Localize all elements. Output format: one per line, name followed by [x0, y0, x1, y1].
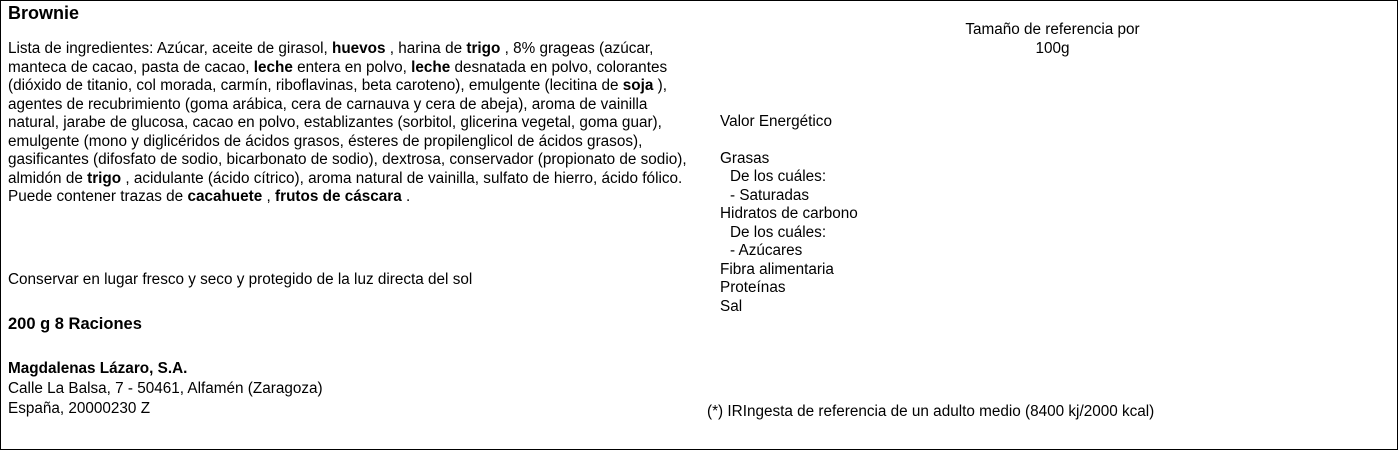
storage-instructions: Conservar en lugar fresco y seco y protegido de la luz directa del sol: [8, 271, 473, 288]
ingredient-text: desnatada en polvo, colorantes (dióxido de titanio, col morada, carmín, riboflavinas, beta caroteno), emulgente (lecitina de: [8, 58, 668, 94]
nutrient-label: De los cuáles:: [730, 168, 827, 185]
ingredient-text: ,: [262, 188, 276, 205]
allergen-highlight: frutos de cáscara: [275, 188, 402, 205]
portion-info: 200 g 8 Raciones: [8, 315, 142, 333]
allergen-highlight: leche: [253, 58, 293, 76]
nutrient-label: Sal: [720, 298, 743, 315]
nutrient-label: Valor Energético: [720, 113, 832, 130]
nutrient-label: - Saturadas: [730, 187, 810, 204]
nutrient-label: Hidratos de carbono: [720, 205, 858, 222]
allergen-highlight: leche: [411, 58, 451, 76]
ingredient-text: .: [401, 188, 411, 205]
nutrient-label: - Azúcares: [730, 242, 803, 259]
company-country-registry: España, 20000230 Z: [8, 400, 151, 417]
allergen-highlight: soja: [622, 77, 654, 94]
ingredient-text: entera en polvo,: [292, 58, 412, 76]
product-title: Brownie: [8, 3, 80, 23]
ingredient-text: ), agentes de recubrimiento (goma arábica, cera de carnauva y cera de abeja), aroma de vainilla natural, jarabe de glucosa, cacao en polvo, establizantes (sorbitol, glicerina vegetal, goma guar), emulgente (mono y diglicéridos de ácidos grasos, ésteres de propilenglicol de ácidos grasos), gasificantes (difosfato de sodio, bicarbonato de sodio), dextrosa, conservador (propionato de sodio), almidón de: [8, 77, 687, 187]
company-name: Magdalenas Lázaro, S.A.: [8, 360, 188, 377]
ingredient-text: , acidulante (ácido cítrico), aroma natural de vainilla, sulfato de hierro, ácido fólico. Puede contener trazas de: [8, 169, 683, 205]
allergen-highlight: cacahuete: [187, 188, 263, 205]
ingredient-text: , harina de: [385, 40, 467, 57]
company-info: [8, 359, 323, 419]
nutrient-label: Grasas: [720, 150, 770, 167]
allergen-highlight: trigo: [466, 40, 501, 57]
allergen-highlight: huevos: [331, 40, 386, 57]
nutrition-footnote: (*) IRIngesta de referencia de un adulto medio (8400 kj/2000 kcal): [707, 403, 1155, 420]
nutrient-label: De los cuáles:: [730, 224, 827, 241]
nutrient-label: Proteínas: [720, 279, 786, 296]
nutrition-reference-header: Tamaño de referencia por 100g: [965, 21, 1140, 57]
allergen-highlight: trigo: [87, 169, 122, 187]
company-address: Calle La Balsa, 7 - 50461, Alfamén (Zaragoza): [8, 380, 323, 397]
nutrient-label: Fibra alimentaria: [720, 261, 834, 278]
ingredients-list: [8, 40, 698, 207]
ingredient-text: , 8% grageas (azúcar, manteca de cacao, pasta de cacao,: [8, 40, 654, 76]
ingredient-text: Lista de ingredientes: Azúcar, aceite de girasol,: [8, 40, 332, 57]
